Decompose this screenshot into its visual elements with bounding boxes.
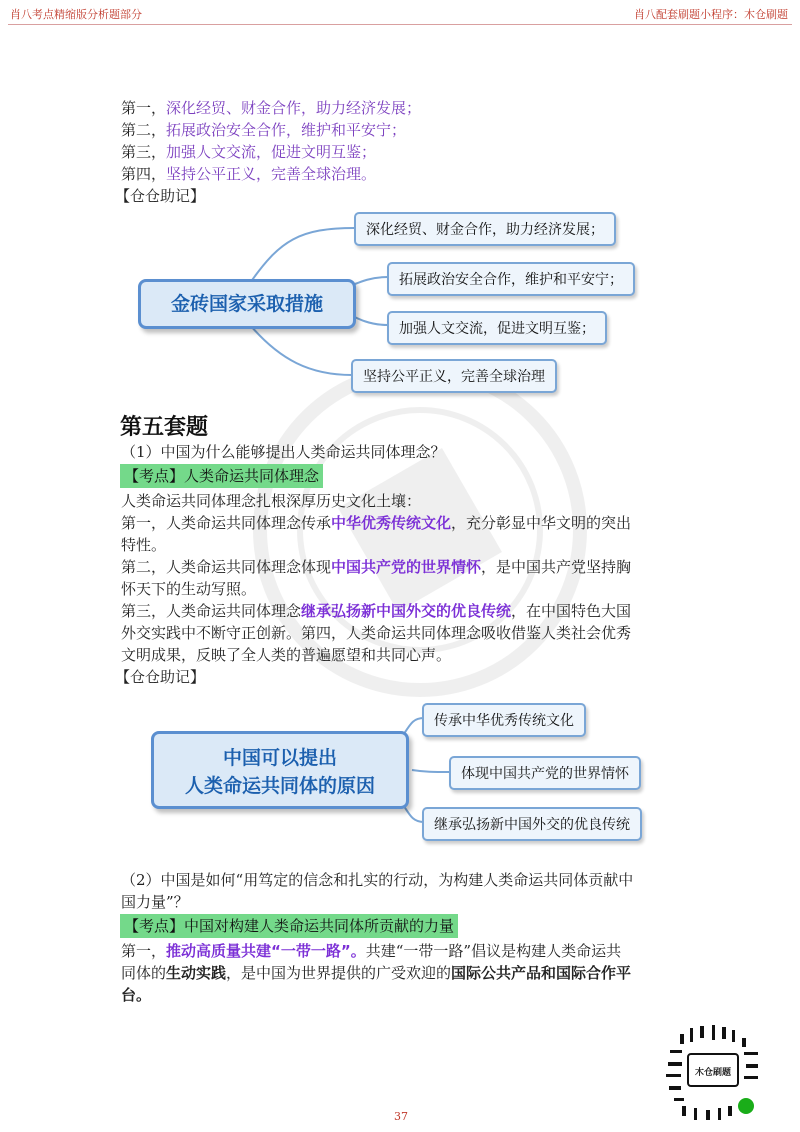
point2-line-1: 第二，人类命运共同体理念体现中国共产党的世界情怀，是中国共产党坚持胸 bbox=[121, 558, 632, 576]
mindmap2-node-3: 继承弘扬新中国外交的优良传统 bbox=[422, 807, 642, 841]
section-title: 第五套题 bbox=[120, 415, 209, 440]
point2-line-2: 怀天下的生动写照。 bbox=[121, 580, 257, 598]
answer-line-1: 第一，推动高质量共建“一带一路”。共建“一带一路”倡议是构建人类命运共 bbox=[121, 942, 622, 960]
header-divider bbox=[8, 24, 792, 25]
intro-line: 人类命运共同体理念扎根深厚历史文化土壤： bbox=[121, 492, 422, 510]
mindmap1-node-4: 坚持公平正义，完善全球治理 bbox=[351, 359, 557, 393]
kaodian-2: 【考点】中国对构建人类命运共同体所贡献的力量 bbox=[120, 914, 458, 938]
answer-line-3: 台。 bbox=[121, 986, 152, 1004]
measure-line-2: 第二，拓展政治安全合作，维护和平安宁； bbox=[121, 121, 407, 139]
question-2-line-2: 国力量”？ bbox=[121, 893, 189, 911]
point1-line-2: 特性。 bbox=[121, 536, 167, 554]
point3-line-2: 外交实践中不断守正创新。第四，人类命运共同体理念吸收借鉴人类社会优秀 bbox=[121, 624, 632, 642]
point3-line-3: 文明成果，反映了全人类的普遍愿望和共同心声。 bbox=[121, 646, 452, 664]
page-number: 37 bbox=[394, 1110, 408, 1123]
question-1: （1）中国为什么能够提出人类命运共同体理念？ bbox=[121, 443, 446, 461]
mindmap1-center: 金砖国家采取措施 bbox=[138, 279, 356, 329]
mindmap2-center-line2: 人类命运共同体的原因 bbox=[184, 775, 375, 797]
mindmap2-center-line1: 中国可以提出 bbox=[222, 747, 337, 769]
mindmap1-node-3: 加强人文交流，促进文明互鉴； bbox=[387, 311, 607, 345]
mindmap1-node-1: 深化经贸、财金合作，助力经济发展； bbox=[354, 212, 616, 246]
point3-line-1: 第三，人类命运共同体理念继承弘扬新中国外交的优良传统，在中国特色大国 bbox=[121, 602, 632, 620]
measure-line-1: 第一，深化经贸、财金合作，助力经济发展； bbox=[121, 99, 422, 117]
qr-code[interactable] bbox=[660, 1020, 765, 1125]
measure-line-3: 第三，加强人文交流，促进文明互鉴； bbox=[121, 143, 377, 161]
answer-line-2: 同体的生动实践，是中国为世界提供的广受欢迎的国际公共产品和国际合作平 bbox=[121, 964, 632, 982]
header-left-title: 肖八考点精缩版分析题部分 bbox=[10, 8, 142, 21]
memo-label-2: 【仓仓助记】 bbox=[115, 668, 206, 686]
measure-line-4: 第四，坚持公平正义，完善全球治理。 bbox=[121, 165, 377, 183]
mindmap2-node-1: 传承中华优秀传统文化 bbox=[422, 703, 586, 737]
kaodian-1: 【考点】人类命运共同体理念 bbox=[120, 464, 323, 488]
mindmap2-center bbox=[151, 731, 409, 809]
question-2-line-1: （2）中国是如何“用笃定的信念和扎实的行动，为构建人类命运共同体贡献中 bbox=[121, 871, 634, 889]
mindmap1-node-2: 拓展政治安全合作，维护和平安宁； bbox=[387, 262, 635, 296]
qr-code-label: 木仓刷题 bbox=[694, 1068, 731, 1078]
mindmap2-node-2: 体现中国共产党的世界情怀 bbox=[449, 756, 641, 790]
memo-label-1: 【仓仓助记】 bbox=[115, 187, 206, 205]
point1-line-1: 第一，人类命运共同体理念传承中华优秀传统文化，充分彰显中华文明的突出 bbox=[121, 514, 632, 532]
header-right-title: 肖八配套刷题小程序：木仓刷题 bbox=[634, 8, 788, 21]
